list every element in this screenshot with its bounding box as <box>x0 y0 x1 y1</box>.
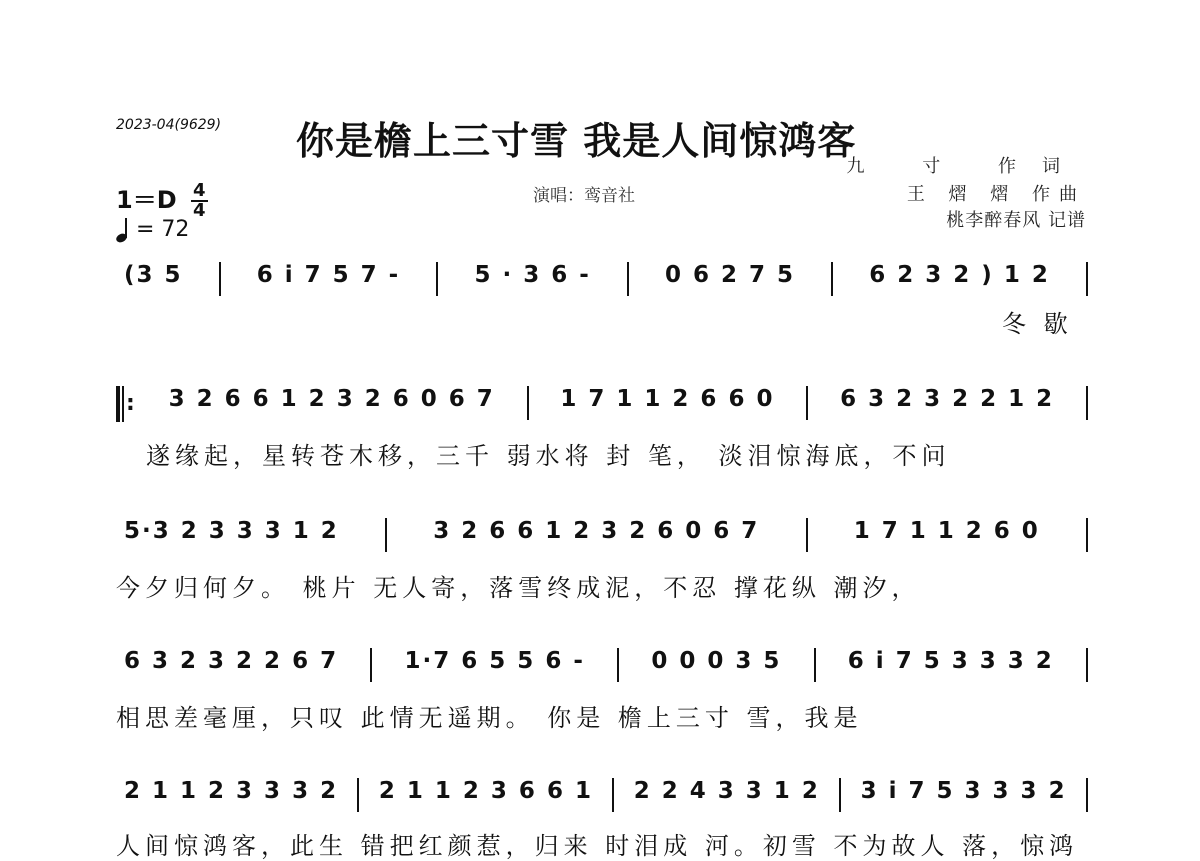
lyric-line: 冬 歇 <box>1002 310 1073 338</box>
measure: 6 i 7 5 3 3 3 2 <box>847 648 1054 674</box>
lyric-line: 遂缘起，星转苍木移，三千 弱水将 封 笔， 淡泪惊海底，不问 <box>146 442 951 470</box>
tempo-mark <box>116 217 189 242</box>
measure: 1 7 1 1 2 6 6 0 <box>560 386 775 412</box>
transcriber-credit: 桃李醉春风 记谱 <box>946 210 1086 231</box>
notation-line <box>116 386 1088 422</box>
barline <box>1086 386 1088 420</box>
score-system-3 <box>116 518 1088 608</box>
score-system-5 <box>116 778 1088 860</box>
score-system-1 <box>116 262 1088 342</box>
measure: 3 2 6 6 1 2 3 2 6 0 6 7 <box>168 386 495 412</box>
measure: 6 3 2 3 2 2 6 7 <box>124 648 339 674</box>
lyric-line: 人间惊鸿客，此生 错把红颜惹，归来 时泪成 河。初雪 不为故人 落，惊鸿 <box>116 832 1079 860</box>
measure: 6 2 3 2 ) 1 2 <box>869 262 1050 288</box>
measure: 6 3 2 3 2 2 1 2 <box>840 386 1055 412</box>
composer-credit: 王 熠 熠 作曲 <box>906 184 1086 205</box>
barline <box>839 778 841 812</box>
measure: 5·3 2 3 3 3 1 2 <box>124 518 339 544</box>
barline <box>436 262 438 296</box>
measure: (3 5 <box>124 262 183 288</box>
score-system-4 <box>116 648 1088 738</box>
notation-line <box>116 262 1088 296</box>
measure: 1 7 1 1 2 6 0 <box>853 518 1040 544</box>
barline <box>831 262 833 296</box>
measure: 3 i 7 5 3 3 3 2 <box>860 778 1067 804</box>
measure: 0 6 2 7 5 <box>665 262 796 288</box>
singer-credit: 演唱：鸾音社 <box>533 186 635 206</box>
barline <box>806 518 808 552</box>
tempo-value: = 72 <box>136 217 190 242</box>
score-system-2 <box>116 386 1088 476</box>
barline <box>617 648 619 682</box>
barline <box>1086 648 1088 682</box>
barline <box>527 386 529 420</box>
barline <box>1086 518 1088 552</box>
barline <box>814 648 816 682</box>
measure: 2 1 1 2 3 3 3 2 <box>124 778 339 804</box>
measure: 5 · 3 6 - <box>474 262 591 288</box>
measure: 3 2 6 6 1 2 3 2 6 0 6 7 <box>433 518 760 544</box>
time-denominator: 4 <box>192 200 206 221</box>
measure: 1·7 6 5 5 6 - <box>404 648 585 674</box>
barline <box>806 386 808 420</box>
time-numerator: 4 <box>192 180 206 201</box>
lyric-line: 相思差毫厘，只叹 此情无遥期。 你是 檐上三寸 雪，我是 <box>116 704 863 732</box>
barline <box>385 518 387 552</box>
score-code: 2023-04(9629) <box>116 117 222 133</box>
barline <box>357 778 359 812</box>
notation-line <box>116 518 1088 552</box>
lyric-line: 今夕归何夕。 桃片 无人寄，落雪终成泥，不忍 撑花纵 潮汐， <box>116 574 921 602</box>
barline <box>612 778 614 812</box>
measure: 0 0 0 3 5 <box>651 648 782 674</box>
quarter-note-icon <box>116 218 130 242</box>
notation-line <box>116 648 1088 682</box>
barline <box>627 262 629 296</box>
barline <box>219 262 221 296</box>
key-signature <box>116 180 208 220</box>
measure: 6 i 7 5 7 - <box>256 262 401 288</box>
measure: 2 1 1 2 3 6 6 1 <box>378 778 593 804</box>
barline <box>370 648 372 682</box>
lyricist-credit: 九 寸 作词 <box>846 156 1086 177</box>
repeat-start-sign: : <box>116 386 137 422</box>
key-label: 1＝D <box>116 186 177 214</box>
song-title: 你是檐上三寸雪 我是人间惊鸿客 <box>296 118 857 163</box>
time-signature <box>191 182 208 220</box>
barline <box>1086 778 1088 812</box>
barline <box>1086 262 1088 296</box>
notation-line <box>116 778 1088 812</box>
measure: 2 2 4 3 3 1 2 <box>633 778 820 804</box>
